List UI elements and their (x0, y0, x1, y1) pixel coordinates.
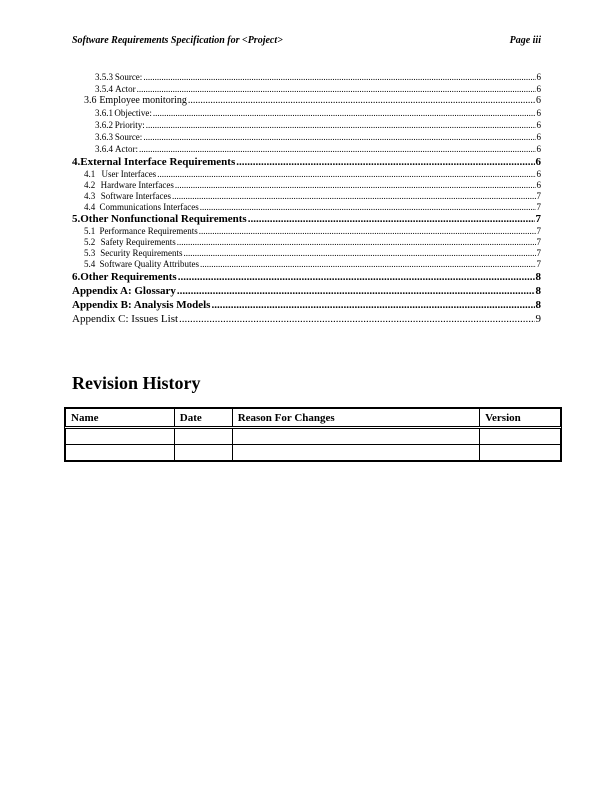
page-number: Page iii (509, 35, 541, 46)
toc-entry-page: 7 (536, 202, 541, 212)
toc-entry-title: Actor: (115, 144, 139, 154)
toc-entry-title: Hardware Interfaces (100, 180, 174, 190)
toc-entry-page: 6 (536, 95, 541, 106)
toc-entry[interactable] (72, 299, 541, 311)
toc-entry-title: External Interface Requirements (80, 156, 236, 168)
column-header-name: Name (66, 409, 175, 428)
toc-entry[interactable] (72, 285, 541, 297)
toc-entry-title: Source: (114, 132, 143, 142)
table-cell[interactable] (66, 445, 175, 461)
toc-entry-title: Software Interfaces (100, 191, 171, 201)
toc-entry-page: 7 (536, 237, 541, 247)
toc-entry-title: Safety Requirements (100, 237, 176, 247)
toc-entry-title: Other Requirements (80, 271, 177, 283)
toc-entry[interactable] (72, 313, 541, 325)
toc-entry-page: 6 (536, 120, 541, 130)
toc-entry[interactable]: 3.6 Employee monitoring ..... 6 (72, 95, 541, 106)
toc-entry-title: Objective: (114, 108, 152, 118)
toc-entry[interactable]: 5.1 Performance Requirements ..... 7 (72, 226, 541, 236)
table-cell[interactable] (232, 428, 479, 445)
toc-entry-title: Other Nonfunctional Requirements (80, 213, 247, 225)
toc-entry[interactable]: 4.2 Hardware Interfaces ..... 6 (72, 180, 541, 190)
toc-entry-page: 7 (536, 248, 541, 258)
toc-entry-title: Communications Interfaces (99, 202, 199, 212)
toc-entry-page: 7 (536, 226, 541, 236)
toc-entry[interactable]: 3.6.1 Objective: ..... 6 (72, 108, 541, 118)
toc-entry-page: 8 (535, 299, 541, 311)
revision-history-heading: Revision History (72, 373, 201, 393)
toc-entry-page: 6 (536, 108, 541, 118)
table-cell[interactable] (480, 445, 561, 461)
toc-entry-title: Appendix C: Issues List (72, 313, 179, 325)
toc-entry-page: 8 (535, 271, 541, 283)
table-cell[interactable] (174, 445, 232, 461)
toc-entry[interactable]: 6. Other Requirements ..... 8 (72, 271, 541, 283)
page-header (72, 35, 541, 49)
toc-entry[interactable]: 4.4 Communications Interfaces ..... 7 (72, 202, 541, 212)
toc-entry-title: Appendix B: Analysis Models (72, 299, 211, 311)
toc-entry-page: 8 (535, 285, 541, 297)
toc-entry-page: 9 (535, 313, 541, 325)
document-title: Software Requirements Specification for <Project> (72, 35, 283, 46)
table-cell[interactable] (480, 428, 561, 445)
toc-entry-title: Appendix A: Glossary (72, 285, 176, 297)
toc-entry[interactable]: 4.1 User Interfaces ..... 6 (72, 169, 541, 179)
toc-entry[interactable]: 3.6.3 Source: ..... 6 (72, 132, 541, 142)
table-cell[interactable] (174, 428, 232, 445)
table-cell[interactable] (66, 428, 175, 445)
toc-entry-page: 6 (536, 132, 541, 142)
toc-entry-page: 6 (536, 84, 541, 94)
toc-entry[interactable]: 5.3 Security Requirements ..... 7 (72, 248, 541, 258)
revision-history-table (65, 408, 561, 461)
toc-entry[interactable]: 3.5.3 Source: ..... 6 (72, 72, 541, 82)
toc-entry[interactable]: 4. External Interface Requirements ..... 6 (72, 156, 541, 168)
column-header-date: Date (174, 409, 232, 428)
column-header-reason: Reason For Changes (232, 409, 479, 428)
toc-entry[interactable]: 5. Other Nonfunctional Requirements ..... 7 (72, 213, 541, 225)
toc-entry-page: 6 (535, 156, 541, 168)
toc-entry[interactable]: 3.6.4 Actor: ..... 6 (72, 144, 541, 154)
table-row (66, 445, 561, 461)
toc-entry-page: 6 (536, 180, 541, 190)
toc-entry-page: 6 (536, 72, 541, 82)
toc-entry-page: 7 (535, 213, 541, 225)
toc-entry-page: 6 (536, 169, 541, 179)
toc-entry[interactable]: 5.2 Safety Requirements ..... 7 (72, 237, 541, 247)
table-cell[interactable] (232, 445, 479, 461)
toc-entry-page: 7 (536, 191, 541, 201)
toc-entry-title: Security Requirements (100, 248, 183, 258)
toc-entry-title: Performance Requirements (99, 226, 198, 236)
toc-entry[interactable]: 4.3 Software Interfaces ..... 7 (72, 191, 541, 201)
toc-entry-title: Software Quality Attributes (99, 259, 199, 269)
toc-entry-title: Actor (115, 84, 136, 94)
toc-entry-title: Employee monitoring (99, 95, 187, 106)
toc-entry-page: 7 (536, 259, 541, 269)
table-row (66, 428, 561, 445)
toc-entry-title: User Interfaces (101, 169, 157, 179)
toc-entry-title: Source: (114, 72, 143, 82)
toc-entry[interactable]: 3.5.4 Actor ..... 6 (72, 84, 541, 94)
toc-entry-title: Priority: (114, 120, 145, 130)
toc-entry-page: 6 (536, 144, 541, 154)
toc-entry[interactable]: 3.6.2 Priority: ..... 6 (72, 120, 541, 130)
toc-entry[interactable]: 5.4 Software Quality Attributes ..... 7 (72, 259, 541, 269)
table-header-row (66, 409, 561, 428)
column-header-version: Version (480, 409, 561, 428)
